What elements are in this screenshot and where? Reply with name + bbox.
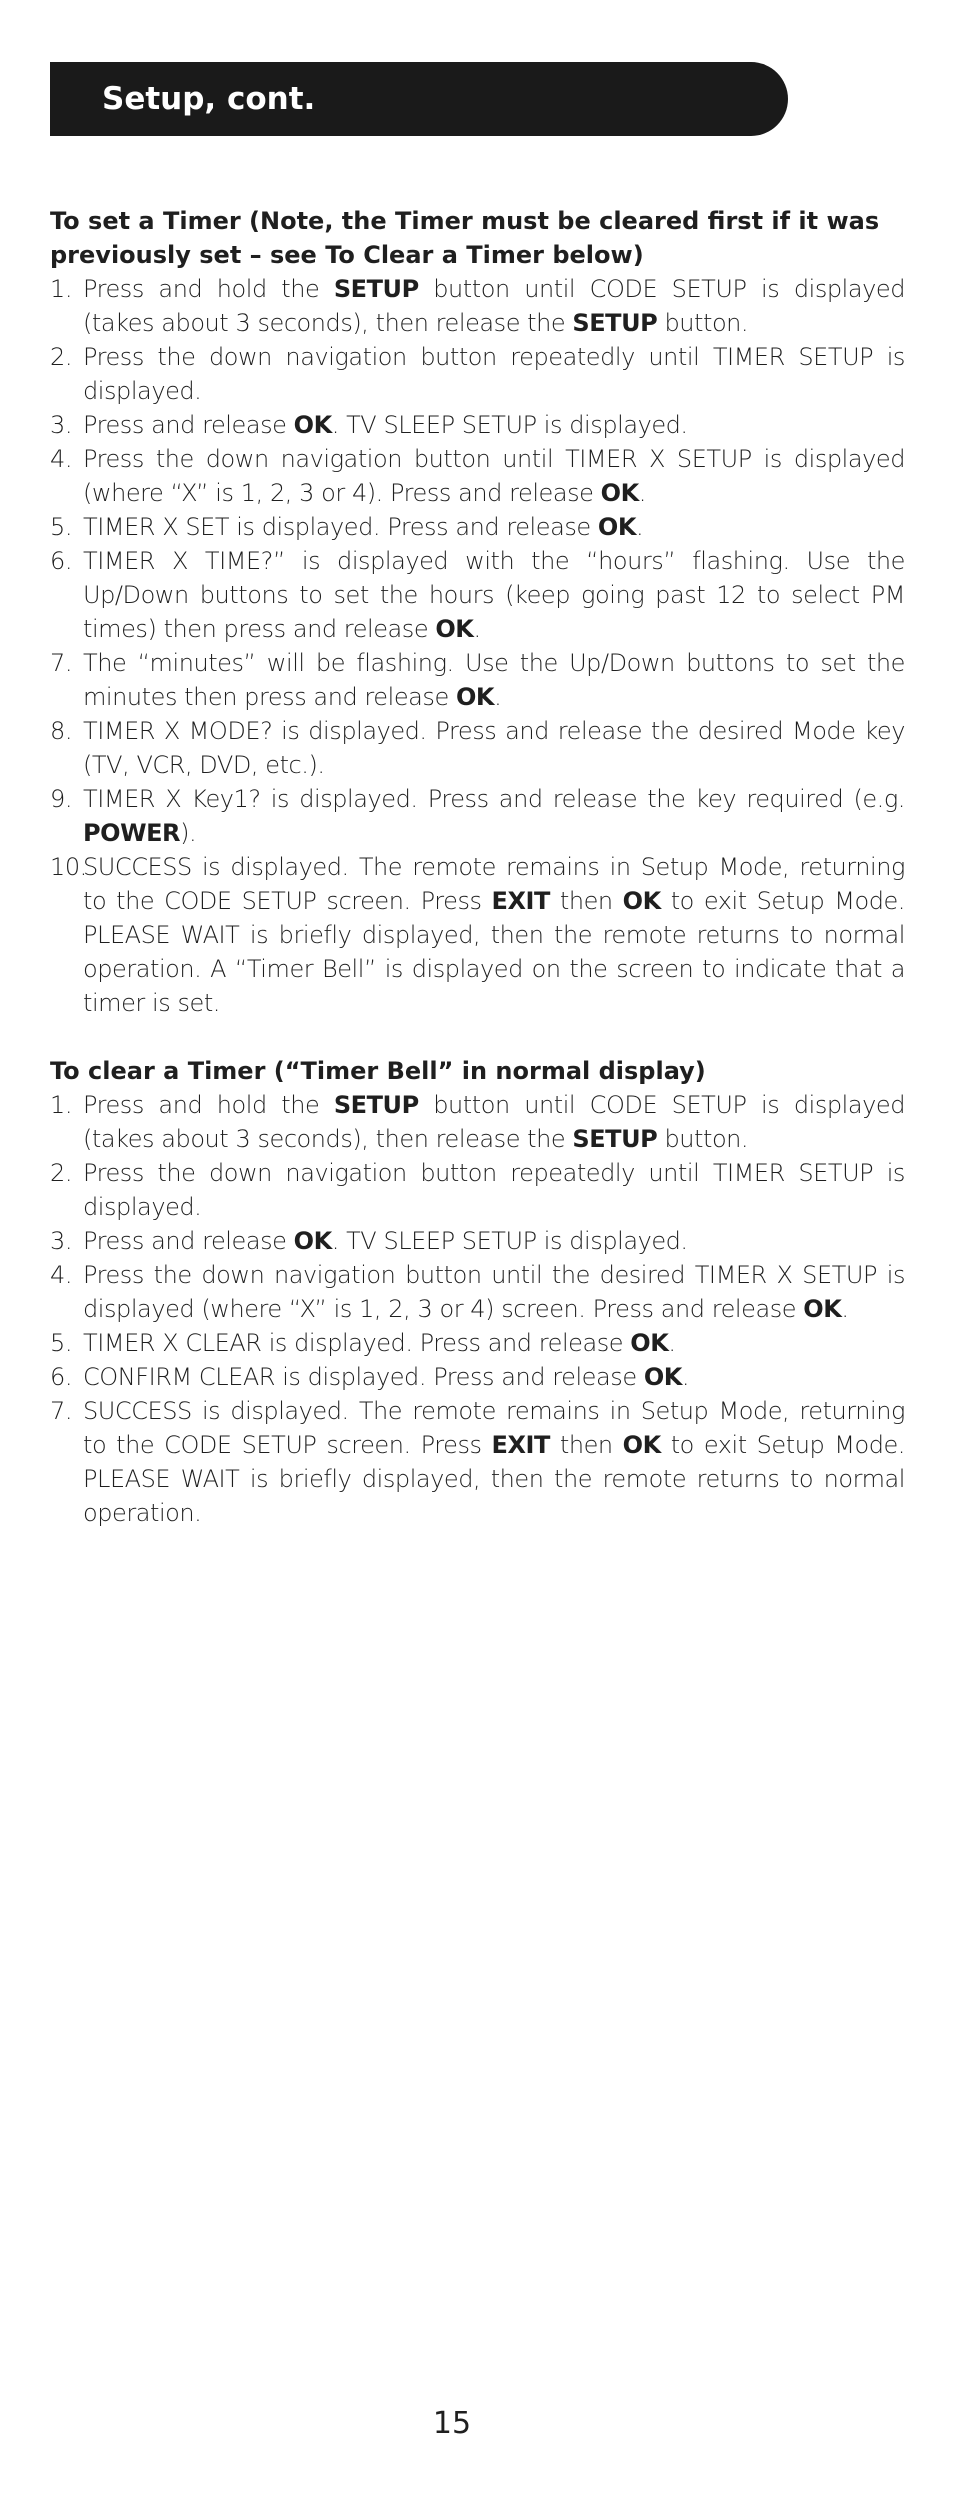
step-number: 5.	[50, 513, 72, 541]
step-number: 9.	[50, 785, 72, 813]
step-key-label: EXIT	[491, 887, 550, 915]
step-key-label: OK	[622, 887, 661, 915]
step-number: 6.	[50, 547, 72, 575]
step-number: 6.	[50, 1363, 72, 1391]
step-text: Press the down navigation button repeatedly until TIMER SETUP is displayed.	[83, 343, 905, 405]
step-number: 5.	[50, 1329, 72, 1357]
step-text: TIMER X TIME?” is displayed with the “hours” flashing. Use the Up/Down buttons to set the hours (keep going past 12 to select PM times) then press and release	[83, 547, 905, 643]
step-text: .	[635, 513, 644, 541]
step-key-label: OK	[803, 1295, 842, 1323]
step-number: 4.	[50, 1261, 72, 1289]
clear-timer-heading: To clear a Timer (“Timer Bell” in normal display)	[50, 1057, 706, 1085]
step-text: then	[549, 887, 623, 915]
step-text: CONFIRM CLEAR is displayed. Press and release	[83, 1363, 644, 1391]
step-number: 3.	[50, 1227, 72, 1255]
step-text: Press and release	[83, 1227, 294, 1255]
step-number: 7.	[50, 649, 72, 677]
step-text: button until CODE SETUP is displayed (takes about 3 seconds), then release the	[83, 1091, 906, 1153]
step-item	[50, 1258, 905, 1326]
page-content	[50, 204, 905, 1530]
step-text: .	[681, 1363, 690, 1391]
clear-timer-steps	[50, 1088, 905, 1530]
step-key-label: EXIT	[491, 1431, 550, 1459]
step-item	[50, 340, 905, 408]
step-text: ).	[180, 819, 197, 847]
step-text: .	[638, 479, 646, 507]
step-item	[50, 646, 905, 714]
step-key-label: OK	[643, 1363, 682, 1391]
step-item	[50, 442, 905, 510]
step-item	[50, 544, 905, 646]
step-text: Press and release	[83, 411, 294, 439]
step-text: .	[473, 615, 481, 643]
page-number: 15	[432, 2406, 472, 2441]
step-item	[50, 1088, 905, 1156]
step-number: 3.	[50, 411, 72, 439]
step-text: TIMER X MODE? is displayed. Press and release the desired Mode key (TV, VCR, DVD, etc.).	[83, 717, 905, 779]
step-text: SUCCESS is displayed. The remote remains in Setup Mode, returning to the CODE SETUP screen. Press	[83, 1397, 905, 1459]
step-text: to exit Setup Mode. PLEASE WAIT is briefly displayed, then the remote returns to normal operation.	[83, 1431, 905, 1527]
step-text: The “minutes” will be flashing. Use the Up/Down buttons to set the minutes then press and release	[83, 649, 905, 711]
step-number: 1.	[50, 275, 72, 303]
step-key-label: OK	[455, 683, 495, 711]
step-text: . TV SLEEP SETUP is displayed.	[331, 411, 688, 439]
step-key-label: OK	[293, 1227, 332, 1255]
step-text: . TV SLEEP SETUP is displayed.	[331, 1227, 688, 1255]
step-text: TIMER X SET is displayed. Press and release	[83, 513, 598, 541]
step-text: .	[668, 1329, 676, 1357]
step-item	[50, 782, 905, 850]
step-key-label: OK	[435, 615, 474, 643]
step-key-label: OK	[622, 1431, 661, 1459]
step-item	[50, 510, 905, 544]
section-header-banner	[50, 62, 788, 136]
step-number: 10.	[50, 853, 87, 881]
step-key-label: SETUP	[333, 275, 419, 303]
step-text: Press the down navigation button repeatedly until TIMER SETUP is displayed.	[83, 1159, 905, 1221]
step-text: button until CODE SETUP is displayed (takes about 3 seconds), then release the	[83, 275, 906, 337]
step-item	[50, 1224, 905, 1258]
step-text: SUCCESS is displayed. The remote remains in Setup Mode, returning to the CODE SETUP screen. Press	[83, 853, 905, 915]
step-text: Press the down navigation button until TIMER X SETUP is displayed (where “X” is 1, 2, 3 or 4). Press and release	[83, 445, 905, 507]
step-item	[50, 1360, 905, 1394]
step-text: TIMER X Key1? is displayed. Press and release the key required (e.g.	[83, 785, 905, 813]
section-header-title: Setup, cont.	[102, 81, 316, 117]
step-key-label: SETUP	[572, 309, 658, 337]
step-item	[50, 1394, 905, 1530]
step-key-label: OK	[600, 479, 639, 507]
step-key-label: SETUP	[333, 1091, 419, 1119]
step-number: 4.	[50, 445, 72, 473]
step-item	[50, 1326, 905, 1360]
step-text: Press the down navigation button until the desired TIMER X SETUP is displayed (where “X” is 1, 2, 3 or 4) screen. Press and release	[83, 1261, 905, 1323]
set-timer-heading: To set a Timer (Note, the Timer must be cleared first if it was previously set – see To Clear a Timer below)	[50, 207, 880, 269]
step-key-label: OK	[293, 411, 332, 439]
step-item	[50, 408, 905, 442]
step-text: .	[494, 683, 502, 711]
step-key-label: SETUP	[572, 1125, 658, 1153]
set-timer-steps	[50, 272, 905, 1020]
step-text: Press and hold the	[83, 1091, 334, 1119]
step-key-label: POWER	[83, 819, 181, 847]
step-key-label: OK	[597, 513, 636, 541]
step-number: 2.	[50, 343, 72, 371]
step-number: 2.	[50, 1159, 72, 1187]
step-item	[50, 850, 905, 1020]
step-item	[50, 272, 905, 340]
step-text: button.	[657, 1125, 749, 1153]
step-text: TIMER X CLEAR is displayed. Press and release	[83, 1329, 631, 1357]
step-key-label: OK	[630, 1329, 669, 1357]
step-item	[50, 1156, 905, 1224]
step-text: to exit Setup Mode. PLEASE WAIT is briefly displayed, then the remote returns to normal operation. A “Timer Bell” is displayed on the screen to indicate that a timer is set.	[83, 887, 905, 1017]
step-number: 1.	[50, 1091, 72, 1119]
step-text: then	[549, 1431, 623, 1459]
step-text: button.	[657, 309, 749, 337]
step-text: .	[841, 1295, 849, 1323]
step-text: Press and hold the	[83, 275, 334, 303]
step-item	[50, 714, 905, 782]
step-number: 7.	[50, 1397, 72, 1425]
step-number: 8.	[50, 717, 72, 745]
